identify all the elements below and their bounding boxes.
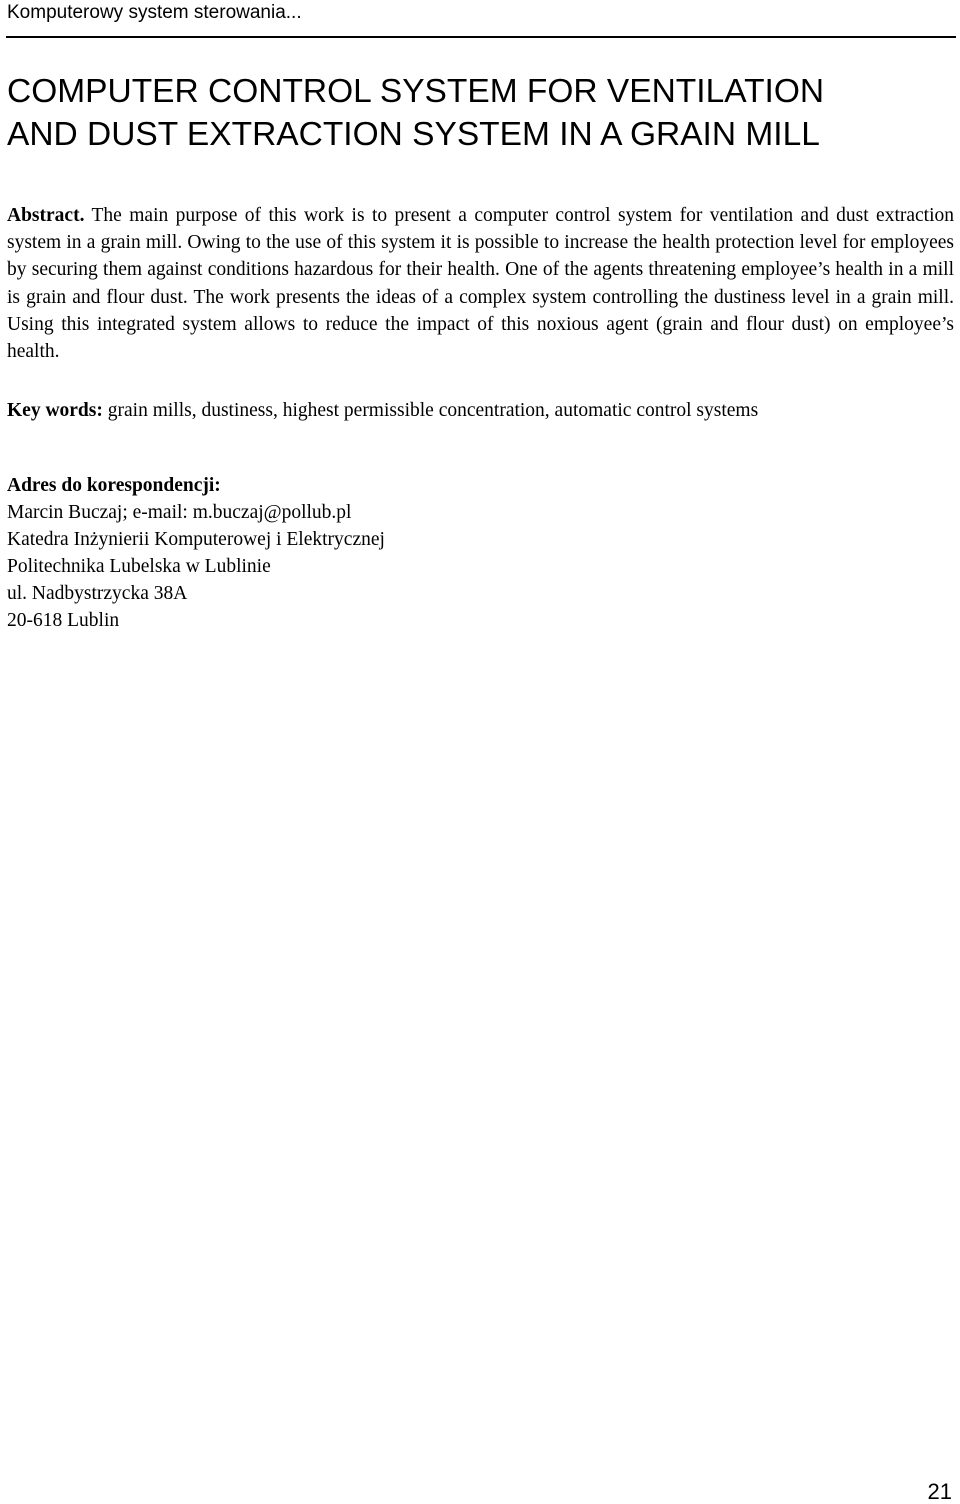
correspondence-block	[7, 472, 385, 634]
correspondence-street: ul. Nadbystrzycka 38A	[7, 583, 188, 604]
correspondence-university: Politechnika Lubelska w Lublinie	[7, 556, 271, 577]
header-rule	[6, 36, 956, 38]
abstract-paragraph	[7, 202, 954, 365]
abstract-label: Abstract.	[7, 205, 85, 226]
keywords-paragraph	[7, 397, 954, 424]
keywords-label: Key words:	[7, 400, 103, 421]
title-line-1: COMPUTER CONTROL SYSTEM FOR VENTILATION	[7, 73, 825, 110]
correspondence-heading: Adres do korespondencji:	[7, 475, 221, 496]
title-line-2: AND DUST EXTRACTION SYSTEM IN A GRAIN MILL	[7, 116, 820, 153]
article-title	[7, 70, 953, 156]
correspondence-city: 20-618 Lublin	[7, 610, 120, 631]
correspondence-author-email: Marcin Buczaj; e-mail: m.buczaj@pollub.pl	[7, 502, 352, 523]
correspondence-department: Katedra Inżynierii Komputerowej i Elektrycznej	[7, 529, 385, 550]
abstract-text: The main purpose of this work is to present a computer control system for ventilation and dust extraction system in a grain mill. Owing to the use of this system it is possible to increase the health protection level for employees by securing them against conditions hazardous for their health. One of the agents threatening employee’s health in a mill is grain and flour dust. The work presents the ideas of a complex system controlling the dustiness level in a grain mill. Using this integrated system allows to reduce the impact of this noxious agent (grain and flour dust) on employee’s health.	[7, 205, 954, 363]
page-number: 21	[927, 1479, 952, 1504]
keywords-text: grain mills, dustiness, highest permissible concentration, automatic control systems	[102, 400, 759, 421]
running-header: Komputerowy system sterowania...	[7, 2, 302, 23]
